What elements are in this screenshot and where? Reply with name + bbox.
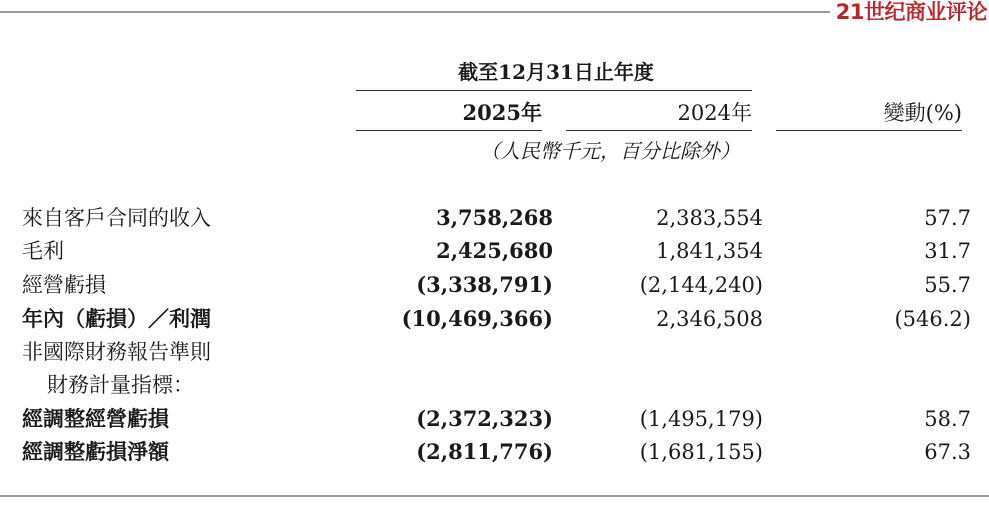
top-divider <box>0 11 830 13</box>
row-label: 來自客戶合同的收入 <box>22 206 211 230</box>
value-2024: 2,346,508 <box>656 307 763 331</box>
row-label: 年內（虧損）／利潤 <box>22 306 211 331</box>
value-2025: (10,469,366) <box>401 306 553 331</box>
table-row-adjusted-operating-loss <box>0 404 989 434</box>
row-label: 非國際財務報告準則 <box>22 340 211 364</box>
value-change: 31.7 <box>924 239 971 263</box>
value-2024: 1,841,354 <box>656 239 763 263</box>
row-label: 毛利 <box>22 239 64 263</box>
unit-note: （人民幣千元，百分比除外） <box>480 139 740 163</box>
value-2025: 2,425,680 <box>436 238 553 263</box>
table-row-adjusted-net-loss <box>0 437 989 467</box>
section-label-non-ifrs <box>0 337 989 367</box>
value-2024: 2,383,554 <box>656 206 763 230</box>
table-row-gross-profit <box>0 236 989 266</box>
value-change: 58.7 <box>924 407 971 431</box>
value-2024: (1,681,155) <box>639 440 763 464</box>
value-change: 57.7 <box>924 206 971 230</box>
period-underline <box>356 90 752 91</box>
section-label-measures <box>0 370 989 400</box>
value-2025: (2,811,776) <box>416 439 553 464</box>
value-2024: (2,144,240) <box>639 273 763 297</box>
column-header-2025: 2025年 <box>462 100 542 125</box>
row-label: 財務計量指標： <box>47 373 194 397</box>
column-underline-change <box>776 130 962 131</box>
column-underline-2024 <box>566 130 752 131</box>
bottom-divider <box>0 495 989 497</box>
value-change: (546.2) <box>894 307 971 331</box>
period-header: 截至12月31日止年度 <box>458 60 654 84</box>
table-row-revenue <box>0 203 989 233</box>
row-label: 經調整虧損淨額 <box>22 439 169 464</box>
row-label: 經營虧損 <box>22 273 106 297</box>
value-2024: (1,495,179) <box>639 407 763 431</box>
table-row-net-result <box>0 304 989 334</box>
value-change: 67.3 <box>924 440 971 464</box>
row-label: 經調整經營虧損 <box>22 406 169 431</box>
value-2025: (2,372,323) <box>416 406 553 431</box>
value-change: 55.7 <box>924 273 971 297</box>
value-2025: (3,338,791) <box>416 272 553 297</box>
column-header-change: 變動(%) <box>883 101 962 125</box>
column-header-2024: 2024年 <box>677 101 752 125</box>
table-row-operating-loss <box>0 270 989 300</box>
value-2025: 3,758,268 <box>436 205 553 230</box>
brand-logo: 21世纪商业评论 <box>835 0 987 24</box>
column-underline-2025 <box>356 130 542 131</box>
